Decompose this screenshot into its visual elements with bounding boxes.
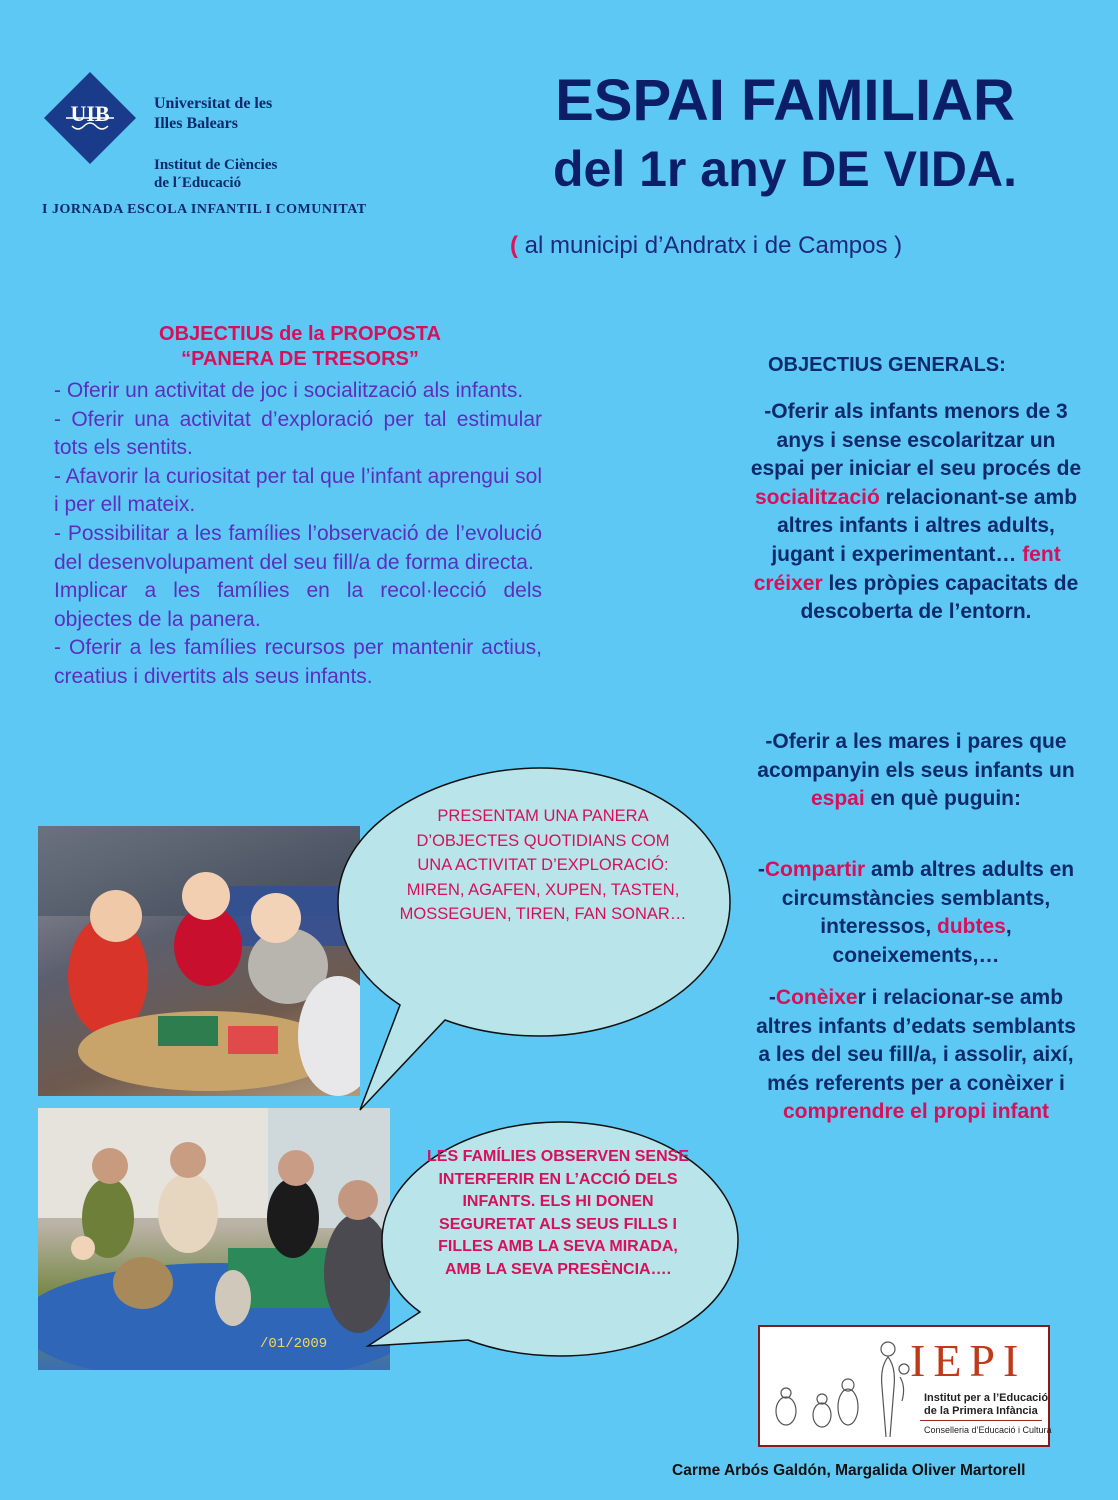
highlight: dubtes xyxy=(937,915,1006,939)
text: - xyxy=(768,986,776,1009)
highlight: socialització xyxy=(754,485,880,509)
highlight: comprendre el propi infant xyxy=(782,1100,1050,1124)
highlight: Conèixe xyxy=(775,986,858,1009)
authors: Carme Arbós Galdón, Margalida Oliver Martorell xyxy=(672,1462,1026,1479)
text: r i relacionar-se amb altres infants d’edats semblants a les del seu fill/a, i assolir, així, més referents per a conèixer i xyxy=(756,986,1076,1095)
proposta-item: - Afavorir la curiositat per tal que l’infant aprengui sol i per ell mateix. xyxy=(54,464,542,517)
proposta-item: Implicar a les famílies en la recol·lecció dels objectes de la panera. xyxy=(54,579,542,631)
speech-bubble-1-text: PRESENTAM UNA PANERA D’OBJECTES QUOTIDIANS COM UNA ACTIVITAT D’EXPLORACIÓ: MIREN, AGAFEN, XUPEN, TASTEN, MOSSEGUEN, TIREN, FAN SONAR… xyxy=(399,807,687,923)
text: , coneixements,… xyxy=(832,915,1012,967)
text: -Oferir a les mares i pares que acompanyin els seus infants un xyxy=(757,730,1075,782)
proposta-item: - Oferir una activitat d’exploració per tal estimular tots els sentits. xyxy=(54,407,542,460)
page-title-line2: del 1r any DE VIDA. xyxy=(552,141,1018,197)
uib-name-line2: Illes Balears xyxy=(154,115,238,132)
page-title: ESPAI FAMILIAR xyxy=(555,68,1015,133)
iepi-line3: Conselleria d’Educació i Cultura xyxy=(924,1425,1052,1435)
proposta-heading-line1: OBJECTIUS de la PROPOSTA xyxy=(159,323,441,345)
text: en què puguin: xyxy=(864,787,1021,811)
proposta-item: - Possibilitar a les famílies l’observació de l’evolució del desenvolupament del seu fill/a de forma directa. xyxy=(54,521,542,574)
subtitle-text: al municipi d’Andratx i de Campos ) xyxy=(518,232,903,259)
institute-line2: de l´Educació xyxy=(154,175,242,191)
proposta-heading-line2: “PANERA DE TRESORS” xyxy=(181,348,419,370)
photo-date-stamp: /01/2009 xyxy=(260,1336,328,1352)
subtitle-paren: ( xyxy=(510,232,518,259)
iepi-divider xyxy=(920,1420,1042,1421)
highlight: fent créixer xyxy=(753,542,1061,595)
uib-name-line1: Universitat de les xyxy=(154,95,273,112)
highlight: espai xyxy=(810,787,865,811)
iepi-figures-icon xyxy=(760,1327,920,1441)
jornada-title: I JORNADA ESCOLA INFANTIL I COMUNITAT xyxy=(42,202,367,217)
proposta-item: - Oferir un activitat de joc i socialització als infants. xyxy=(54,379,524,402)
institute-line1: Institut de Ciències xyxy=(154,157,278,173)
generals-heading: OBJECTIUS GENERALS: xyxy=(768,354,1006,376)
iepi-letters: IEPI xyxy=(910,1335,1027,1386)
highlight: Compartir xyxy=(764,858,866,881)
speech-bubble-2-text: LES FAMÍLIES OBSERVEN SENSE INTERFERIR EN L’ACCIÓ DELS INFANTS. ELS HI DONEN SEGURETAT ALS SEUS FILLS I FILLES AMB LA SEVA MIRADA, AMB LA SEVA PRESÈNCIA…. xyxy=(427,1148,689,1278)
text: relacionant-se amb altres infants i altres adults, jugant i experimentant… xyxy=(771,485,1078,566)
text: - xyxy=(757,858,765,881)
text: les pròpies capacitats de descoberta de l’entorn. xyxy=(800,571,1079,624)
iepi-line2: de la Primera Infància xyxy=(924,1405,1038,1417)
text: amb altres adults en circumstàncies semblants, interessos, xyxy=(781,858,1075,939)
uib-logo-text: UIB xyxy=(70,101,110,126)
iepi-line1: Institut per a l’Educació xyxy=(924,1392,1049,1404)
proposta-item: - Oferir a les famílies recursos per mantenir actius, creatius i divertits als seus infants. xyxy=(54,636,542,688)
text: -Oferir als infants menors de 3 anys i sense escolaritzar un espai per iniciar el seu procés de xyxy=(750,400,1082,481)
